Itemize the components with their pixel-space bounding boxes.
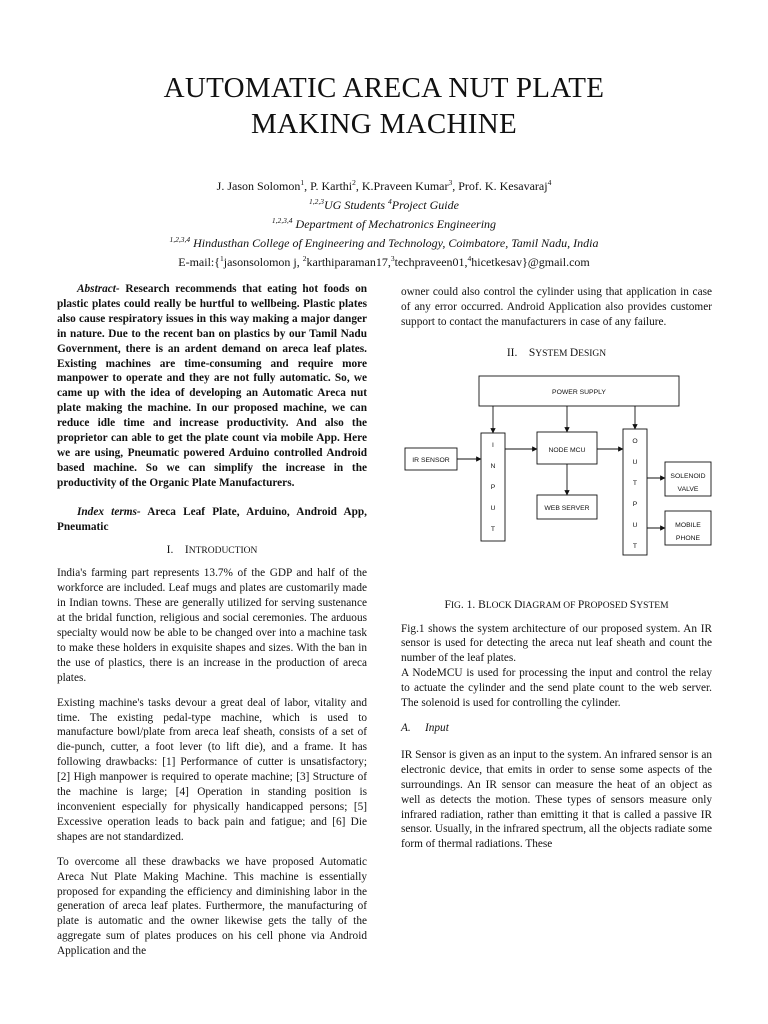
output-box (623, 429, 647, 555)
college (0, 232, 768, 251)
output-letter-5: U (632, 521, 638, 529)
section-2-number: II. (506, 346, 518, 359)
output-letter-2: U (632, 458, 638, 466)
caption-part-8: P (577, 598, 585, 611)
caption-part-4: B (478, 598, 486, 611)
mobile-label-1: MOBILE (675, 521, 701, 529)
role-sup-2: 4 (388, 197, 392, 206)
web-server-label: WEB SERVER (544, 504, 590, 512)
section-1-rest: NTRODUCTION (188, 545, 258, 556)
input-paragraph: IR Sensor is given as an input to the system. An infrared sensor is an electronic device, that emits in order to sense some aspects of the surroundings. An IR sensor can measure the heat of an object as well as detects the motion. These types of sensors measure only infrared radiation, rather than emitting it that is called a passive IR sensor. Usually, in the infrared spectrum, all the objects radiate some form of thermal radiations. These (401, 748, 712, 851)
intro-paragraph-continued: owner could also control the cylinder using that application in case of any error occurred. Android Application also provides customer support to contact the manufacturers in case of any failure. (401, 286, 712, 328)
subsection-a-number: A. (401, 721, 411, 734)
section-heading-system-design (401, 346, 712, 362)
caption-part-11: YSTEM (636, 600, 669, 611)
caption-part-3: . 1. (460, 598, 479, 611)
node-mcu-label: NODE MCU (548, 446, 586, 454)
input-letter-1: I (492, 441, 494, 449)
intro-paragraph-3: To overcome all these drawbacks we have proposed Automatic Areca Nut Plate Making Machine. This machine is essentially proposed for expanding the efficiency and diminishing labor in the generation of areca leaf plates. Furthermore, the manufacturing of plate is automatic and the owner likewise gets the tally of the aggregate sum of plates produces on his cell phone via Android Application and the (57, 855, 367, 958)
author-2-sup: 2 (352, 178, 356, 187)
department (0, 213, 768, 232)
right-column (401, 285, 712, 862)
author-block (0, 175, 768, 270)
figure-description-1: Fig.1 shows the system architecture of our proposed system. An IR sensor is used for detecting the areca nut leaf sheath and count the number of the leaf plates. (401, 622, 712, 665)
intro-paragraph-2: Existing machine's tasks devour a great deal of labor, vitality and time. The existing pedal-type machine, which is used to manufacture bowl/plate from areca leaf sheath, consists of a set of die-punch, cutter, a foot lever (to lift die), and a frame. It has following drawbacks: [1] Performance of cutter is unsatisfactory; [2] High manpower is required to operate machine; [3] Structure of the machine is large; [4] Operation in standing position is inconvenient especially for physically handicapped persons; [5] Excessive operation leads to back pain and fatigue; and [6] Die shapes are not standardized. (57, 696, 367, 843)
figure-description-2: A NodeMCU is used for processing the input and control the relay to actuate the cylinder and the send plate count to the web server. The solenoid is used for controlling the cylinder. (401, 667, 712, 710)
author-3: , K.Praveen Kumar (355, 179, 449, 193)
caption-part-5: LOCK (485, 600, 515, 611)
author-4: , Prof. K. Kesavaraj (452, 179, 548, 193)
author-roles (0, 194, 768, 213)
input-letters (491, 442, 496, 533)
caption-part-1: F (444, 598, 451, 611)
college-sup: 1,2,3,4 (169, 235, 191, 244)
section-2-cap-2: D (569, 346, 579, 359)
paper-title (0, 70, 768, 142)
author-2: , P. Karthi (304, 179, 353, 193)
solenoid-label-2: VALVE (677, 485, 699, 493)
caption-part-2: IG (450, 600, 461, 611)
dept-sup: 1,2,3,4 (271, 216, 293, 225)
email-3-sup: 3 (390, 254, 395, 263)
caption-part-6: D (514, 598, 523, 611)
author-3-sup: 3 (448, 178, 453, 187)
section-2-cap-1: S (528, 346, 536, 359)
left-column (57, 282, 367, 969)
block-diagram (401, 374, 712, 592)
author-4-sup: 4 (547, 178, 552, 187)
intro-paragraph-1: India's farming part represents 13.7% of the GDP and half of the workforce are included. Leaf mugs and plates are customarily made in Indian towns. These are generally utilized for serving sustenance at the bridal function, religious and social ceremonies. The arduous specialty would now be able to be changed over into a machine task to make these holders in exquisite shapes and sizes. With the ban in the use of plastics, there is an increase in the production of areca plates. (57, 567, 367, 684)
dept-text: Department of Mechatronics Engineering (292, 217, 497, 231)
caption-part-9: ROPOSED (584, 600, 630, 611)
title-line-2: MAKING MACHINE (251, 108, 517, 140)
index-terms-text: Areca Leaf Plate, Arduino, Android App, Pneumatic (57, 505, 367, 533)
ir-sensor-label: IR SENSOR (412, 456, 450, 464)
email-1: jasonsolomon j, (223, 255, 303, 269)
output-letter-3: T (632, 479, 638, 487)
section-2-rest-2: ESIGN (578, 348, 607, 359)
email-4: hicetkesav}@gmail.com (471, 255, 590, 269)
email-3: techpraveen01, (394, 255, 468, 269)
power-supply-label: POWER SUPPLY (552, 388, 606, 396)
email-line (0, 251, 768, 270)
output-letter-6: T (632, 542, 638, 550)
figure-caption (401, 598, 712, 614)
input-letter-4: U (490, 504, 496, 512)
title-line-1: AUTOMATIC ARECA NUT PLATE (163, 72, 605, 104)
section-2-rest-1: YSTEM (535, 348, 570, 359)
email-4-sup: 4 (467, 254, 472, 263)
output-letter-4: P (632, 500, 638, 508)
solenoid-label-1: SOLENOID (670, 472, 706, 480)
input-letter-3: P (490, 483, 496, 491)
output-letter-1: O (632, 437, 638, 445)
email-2: karthiparaman17, (306, 255, 391, 269)
role-sup-1: 1,2,3 (309, 197, 325, 206)
role-2: Project Guide (391, 198, 459, 212)
section-heading-introduction (57, 543, 367, 559)
email-2-sup: 2 (302, 254, 307, 263)
input-letter-2: N (490, 462, 496, 470)
index-terms (57, 505, 367, 535)
input-letter-5: T (490, 525, 496, 533)
author-1: J. Jason Solomon (216, 179, 301, 193)
author-1-sup: 1 (300, 178, 305, 187)
role-1: UG Students (324, 198, 389, 212)
output-letters (632, 438, 637, 550)
abstract-text: Research recommends that eating hot foods on plastic plates could really be hurtful to wellbeing. Plastic plates also cause respiratory issues in this way making a major danger in nature. Due to the recent ban on plastics by our Tamil Nadu Government, there is an ardent demand on areca leaf plates. Existing machines are time-consuming and require more manpower to operate and they are not fully automatic. So, we came up with the idea of developing an Automatic Areca nut plate making the machine. In our proposed machine, we can reduce idle time and increase productivity. And also the proprietor can able to get the plate count via mobile App. Here we are using, Pneumatic powered Arduino controlled Android based machine. So we can simplify the increase in the productivity of the Organic Plate Manufacturers. (57, 283, 367, 489)
email-prefix: E-mail:{ (178, 255, 220, 269)
subsection-a-title: Input (425, 721, 449, 734)
subsection-heading-input (401, 721, 712, 736)
email-1-sup: 1 (220, 254, 224, 263)
caption-part-7: IAGRAM OF (522, 600, 578, 611)
section-1-number: I. (166, 543, 174, 556)
index-terms-lead: Index terms- (77, 505, 141, 518)
abstract-lead: Abstract- (77, 283, 120, 295)
author-names (0, 175, 768, 194)
caption-part-10: S (629, 598, 637, 611)
mobile-label-2: PHONE (675, 534, 701, 542)
section-1-cap: I (184, 543, 189, 556)
abstract (57, 282, 367, 491)
college-text: Hindusthan College of Engineering and Technology, Coimbatore, Tamil Nadu, India (190, 236, 599, 250)
